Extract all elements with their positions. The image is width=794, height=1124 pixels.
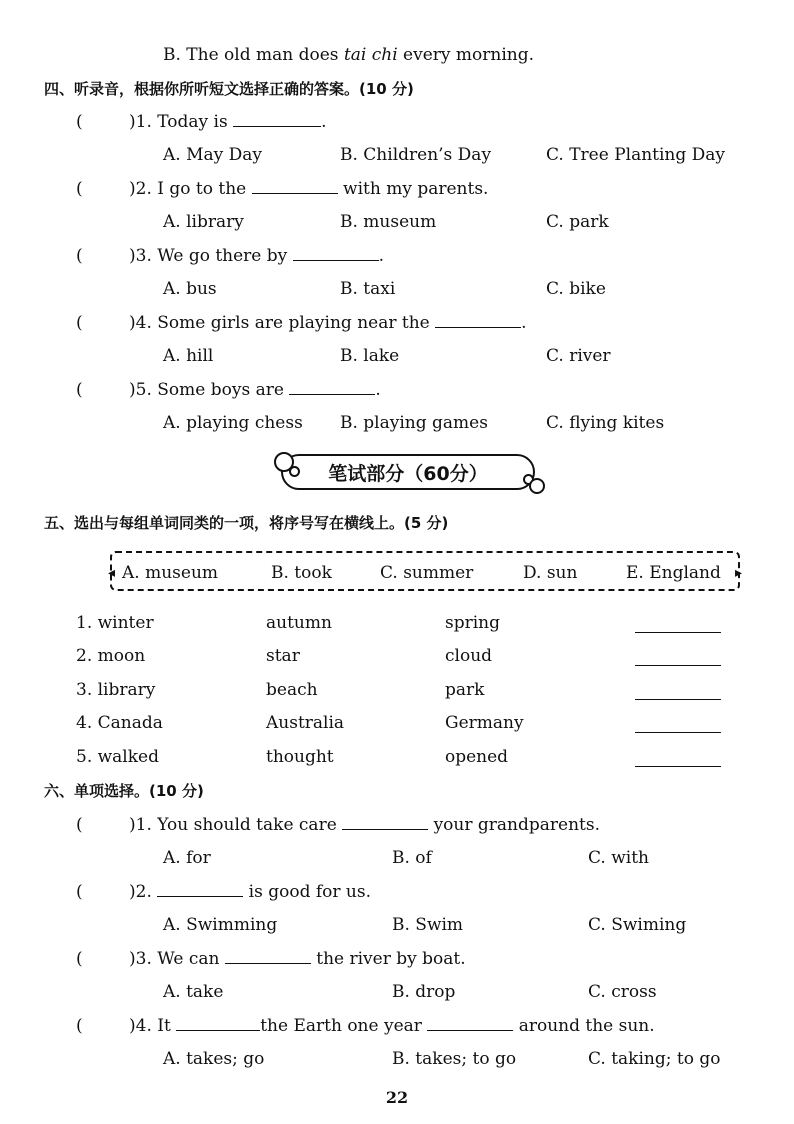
option-c[interactable]: C. Swiming (588, 915, 687, 935)
question-stem: )3. We can the river by boat. (129, 949, 466, 969)
question-stem: )2. is good for us. (129, 882, 372, 902)
word-bank-item: B. took (271, 563, 332, 583)
option-a[interactable]: A. takes; go (163, 1049, 265, 1069)
option-b[interactable]: B. Swim (392, 915, 464, 935)
option-c[interactable]: C. cross (588, 982, 657, 1002)
arrow-left-icon: ◂ (108, 565, 116, 581)
option-a[interactable]: A. hill (163, 346, 214, 366)
option-b[interactable]: B. museum (340, 212, 437, 232)
option-c[interactable]: C. river (546, 346, 611, 366)
word-bank-box (110, 551, 740, 591)
answer-paren[interactable]: ( (76, 882, 83, 902)
answer-line[interactable] (635, 665, 721, 666)
option-b[interactable]: B. takes; to go (392, 1049, 517, 1069)
page-number: 22 (385, 1088, 409, 1107)
option-b[interactable]: B. drop (392, 982, 456, 1002)
answer-paren[interactable]: ( (76, 313, 83, 333)
written-section-banner (281, 454, 535, 490)
answer-line[interactable] (635, 766, 721, 767)
word-bank-item: E. England (626, 563, 721, 583)
word-group-item: star (266, 646, 300, 666)
fill-blank[interactable] (427, 1015, 513, 1031)
fill-blank[interactable] (342, 814, 428, 830)
answer-paren[interactable]: ( (76, 815, 83, 835)
carryover-option (163, 44, 534, 66)
banner-circle-decoration (289, 466, 300, 477)
question-stem: )4. It the Earth one year around the sun. (129, 1016, 655, 1036)
banner-label: 笔试部分（60分） (328, 462, 488, 485)
option-c[interactable]: C. Tree Planting Day (546, 145, 726, 165)
option-a[interactable]: A. for (163, 848, 211, 868)
answer-paren[interactable]: ( (76, 380, 83, 400)
option-c[interactable]: C. taking; to go (588, 1049, 721, 1069)
fill-blank[interactable] (157, 881, 243, 897)
answer-line[interactable] (635, 732, 721, 733)
section6-heading: 六、单项选择。(10 分) (44, 782, 204, 800)
carryover-italic: tai chi (343, 45, 398, 65)
section5-heading: 五、选出与每组单词同类的一项，将序号写在横线上。(5 分) (44, 514, 449, 532)
word-group-item: 3. library (76, 680, 156, 700)
banner-circle-decoration (529, 478, 545, 494)
word-group-item: park (445, 680, 485, 700)
carryover-suffix: every morning. (397, 45, 535, 65)
fill-blank[interactable] (176, 1015, 260, 1031)
fill-blank[interactable] (293, 245, 379, 261)
fill-blank[interactable] (435, 312, 521, 328)
answer-line[interactable] (635, 632, 721, 633)
word-group-item: thought (266, 747, 334, 767)
question-stem: )5. Some boys are . (129, 380, 381, 400)
answer-line[interactable] (635, 699, 721, 700)
word-group-item: 4. Canada (76, 713, 163, 733)
carryover-text: B. The old man does (163, 45, 344, 65)
answer-paren[interactable]: ( (76, 179, 83, 199)
option-c[interactable]: C. bike (546, 279, 606, 299)
word-group-item: beach (266, 680, 318, 700)
question-stem: )2. I go to the with my parents. (129, 179, 489, 199)
option-c[interactable]: C. with (588, 848, 649, 868)
word-group-item: Germany (445, 713, 524, 733)
word-bank-item: C. summer (380, 563, 474, 583)
option-a[interactable]: A. May Day (163, 145, 263, 165)
section4-heading: 四、听录音，根据你所听短文选择正确的答案。(10 分) (44, 80, 414, 98)
option-b[interactable]: B. Children’s Day (340, 145, 492, 165)
word-group-item: 1. winter (76, 613, 154, 633)
word-group-item: Australia (266, 713, 345, 733)
option-c[interactable]: C. flying kites (546, 413, 665, 433)
option-c[interactable]: C. park (546, 212, 609, 232)
answer-paren[interactable]: ( (76, 112, 83, 132)
option-a[interactable]: A. take (163, 982, 224, 1002)
answer-paren[interactable]: ( (76, 246, 83, 266)
option-b[interactable]: B. taxi (340, 279, 396, 299)
word-group-item: 2. moon (76, 646, 146, 666)
option-b[interactable]: B. lake (340, 346, 400, 366)
option-b[interactable]: B. playing games (340, 413, 488, 433)
option-b[interactable]: B. of (392, 848, 432, 868)
arrow-right-icon: ▸ (734, 565, 742, 581)
word-group-item: 5. walked (76, 747, 159, 767)
word-group-item: spring (445, 613, 501, 633)
word-bank-item: A. museum (122, 563, 219, 583)
question-stem: )3. We go there by . (129, 246, 385, 266)
word-group-item: opened (445, 747, 509, 767)
answer-paren[interactable]: ( (76, 1016, 83, 1036)
answer-paren[interactable]: ( (76, 949, 83, 969)
option-a[interactable]: A. bus (163, 279, 217, 299)
fill-blank[interactable] (225, 948, 311, 964)
fill-blank[interactable] (233, 111, 321, 127)
word-bank-item: D. sun (523, 563, 578, 583)
question-stem: )4. Some girls are playing near the . (129, 313, 527, 333)
option-a[interactable]: A. library (163, 212, 244, 232)
word-group-item: autumn (266, 613, 332, 633)
option-a[interactable]: A. Swimming (163, 915, 278, 935)
fill-blank[interactable] (252, 178, 338, 194)
option-a[interactable]: A. playing chess (163, 413, 303, 433)
word-group-item: cloud (445, 646, 493, 666)
question-stem: )1. Today is . (129, 112, 327, 132)
question-stem: )1. You should take care your grandparents. (129, 815, 600, 835)
fill-blank[interactable] (289, 379, 375, 395)
